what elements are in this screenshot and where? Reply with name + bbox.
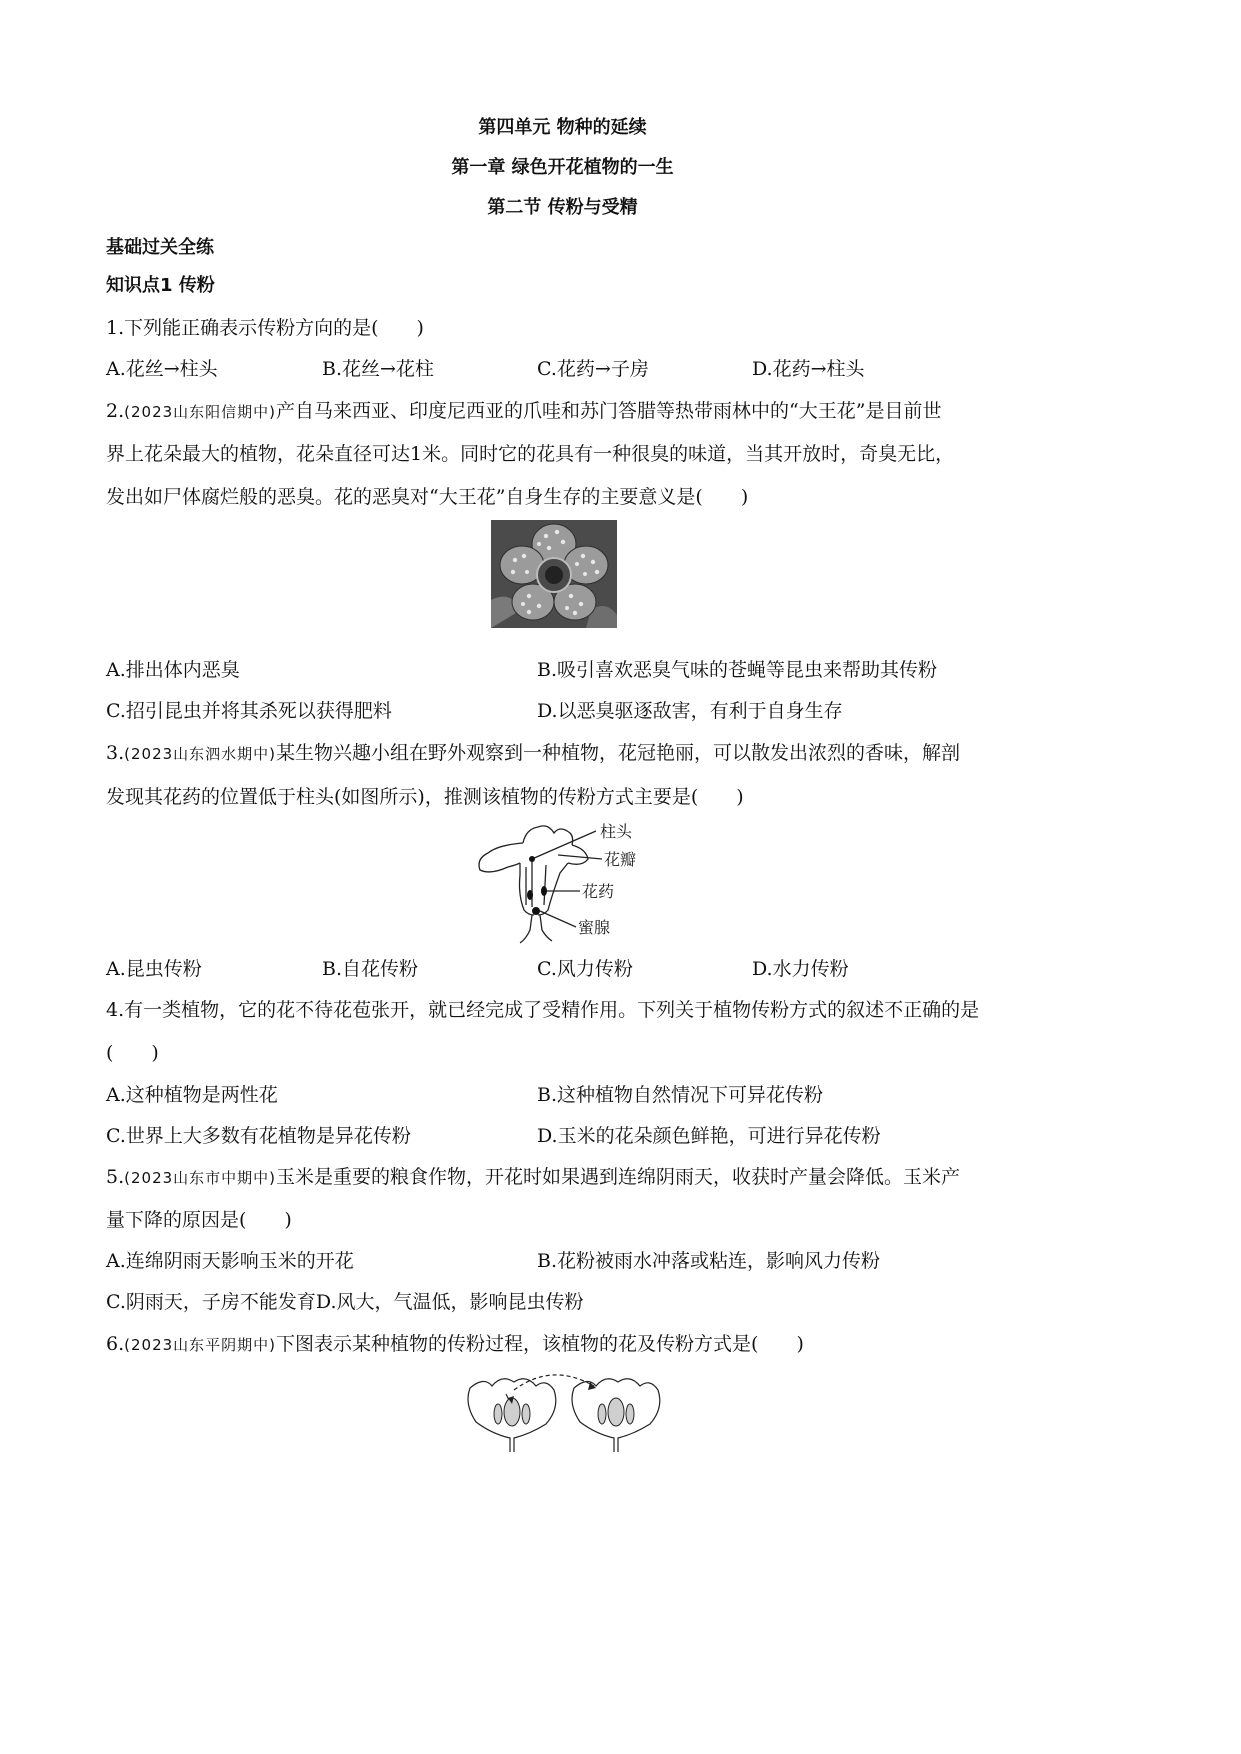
chapter-title: 第一章 绿色开花植物的一生 <box>451 157 674 178</box>
question-2-source: (2023山东阳信期中) <box>124 403 277 421</box>
question-4-option-a: A.这种植物是两性花 <box>106 1084 278 1106</box>
question-3-option-a: A.昆虫传粉 <box>106 958 202 980</box>
label-stigma: 柱头 <box>600 822 633 841</box>
question-6-line-1 <box>106 1332 804 1357</box>
practice-title: 基础过关全练 <box>106 237 214 258</box>
section-title: 第二节 传粉与受精 <box>487 197 638 218</box>
question-3-option-c: C.风力传粉 <box>537 958 633 980</box>
question-1-option-b: B.花丝→花柱 <box>322 358 434 380</box>
question-4-option-c: C.世界上大多数有花植物是异花传粉 <box>106 1125 411 1147</box>
question-5-line-1 <box>106 1165 960 1190</box>
question-2-option-d: D.以恶臭驱逐敌害，有利于自身生存 <box>537 700 843 722</box>
label-nectary: 蜜腺 <box>578 918 611 937</box>
question-3-line-2: 发现其花药的位置低于柱头(如图所示)，推测该植物的传粉方式主要是( ) <box>106 786 744 808</box>
question-3-number: 3. <box>106 742 125 764</box>
label-anther: 花药 <box>582 882 615 901</box>
question-1-stem: 1.下列能正确表示传粉方向的是( ) <box>106 317 424 339</box>
question-2-option-c: C.招引昆虫并将其杀死以获得肥料 <box>106 700 392 722</box>
question-4-line-2: ( ) <box>106 1042 159 1064</box>
question-2-line-3: 发出如尸体腐烂般的恶臭。花的恶臭对“大王花”自身生存的主要意义是( ) <box>106 486 749 508</box>
label-petal: 花瓣 <box>604 850 637 869</box>
unit-title: 第四单元 物种的延续 <box>478 117 647 138</box>
question-5-text: 玉米是重要的粮食作物，开花时如果遇到连绵阴雨天，收获时产量会降低。玉米产 <box>276 1166 961 1188</box>
question-5-number: 5. <box>106 1166 125 1188</box>
question-4-line-1: 4.有一类植物，它的花不待花苞张开，就已经完成了受精作用。下列关于植物传粉方式的叙述不正确的是 <box>106 999 980 1021</box>
pollination-diagram <box>462 1368 672 1454</box>
question-5-source: (2023山东市中期中) <box>124 1169 277 1187</box>
question-2-line-1 <box>106 399 941 424</box>
rafflesia-photo <box>491 520 617 628</box>
question-5-option-a: A.连绵阴雨天影响玉米的开花 <box>106 1250 354 1272</box>
question-5-line-2: 量下降的原因是( ) <box>106 1209 292 1231</box>
question-1-option-d: D.花药→柱头 <box>752 358 865 380</box>
question-3-line-1 <box>106 741 960 766</box>
question-2-option-b: B.吸引喜欢恶臭气味的苍蝇等昆虫来帮助其传粉 <box>537 659 938 681</box>
question-1-option-a: A.花丝→柱头 <box>106 358 218 380</box>
question-3-option-b: B.自花传粉 <box>322 958 419 980</box>
question-6-source: (2023山东平阴期中) <box>124 1336 277 1354</box>
question-2-number: 2. <box>106 400 125 422</box>
question-4-option-b: B.这种植物自然情况下可异花传粉 <box>537 1084 824 1106</box>
knowledge-point-title: 知识点1 传粉 <box>106 275 215 296</box>
question-2-line-2: 界上花朵最大的植物，花朵直径可达1米。同时它的花具有一种很臭的味道，当其开放时，奇臭无比， <box>106 443 955 465</box>
question-6-number: 6. <box>106 1333 125 1355</box>
question-6-text: 下图表示某种植物的传粉过程，该植物的花及传粉方式是( ) <box>276 1333 804 1355</box>
question-2-option-a: A.排出体内恶臭 <box>106 659 240 681</box>
question-5-option-cd: C.阴雨天，子房不能发育D.风大，气温低，影响昆虫传粉 <box>106 1291 584 1313</box>
question-3-option-d: D.水力传粉 <box>752 958 849 980</box>
question-1-option-c: C.花药→子房 <box>537 358 649 380</box>
flower-diagram <box>468 815 658 945</box>
question-5-option-b: B.花粉被雨水冲落或粘连，影响风力传粉 <box>537 1250 881 1272</box>
question-4-option-d: D.玉米的花朵颜色鲜艳，可进行异花传粉 <box>537 1125 881 1147</box>
question-3-text: 某生物兴趣小组在野外观察到一种植物，花冠艳丽，可以散发出浓烈的香味，解剖 <box>276 742 961 764</box>
question-2-text: 产自马来西亚、印度尼西亚的爪哇和苏门答腊等热带雨林中的“大王花”是目前世 <box>276 400 942 422</box>
question-3-source: (2023山东泗水期中) <box>124 745 277 763</box>
